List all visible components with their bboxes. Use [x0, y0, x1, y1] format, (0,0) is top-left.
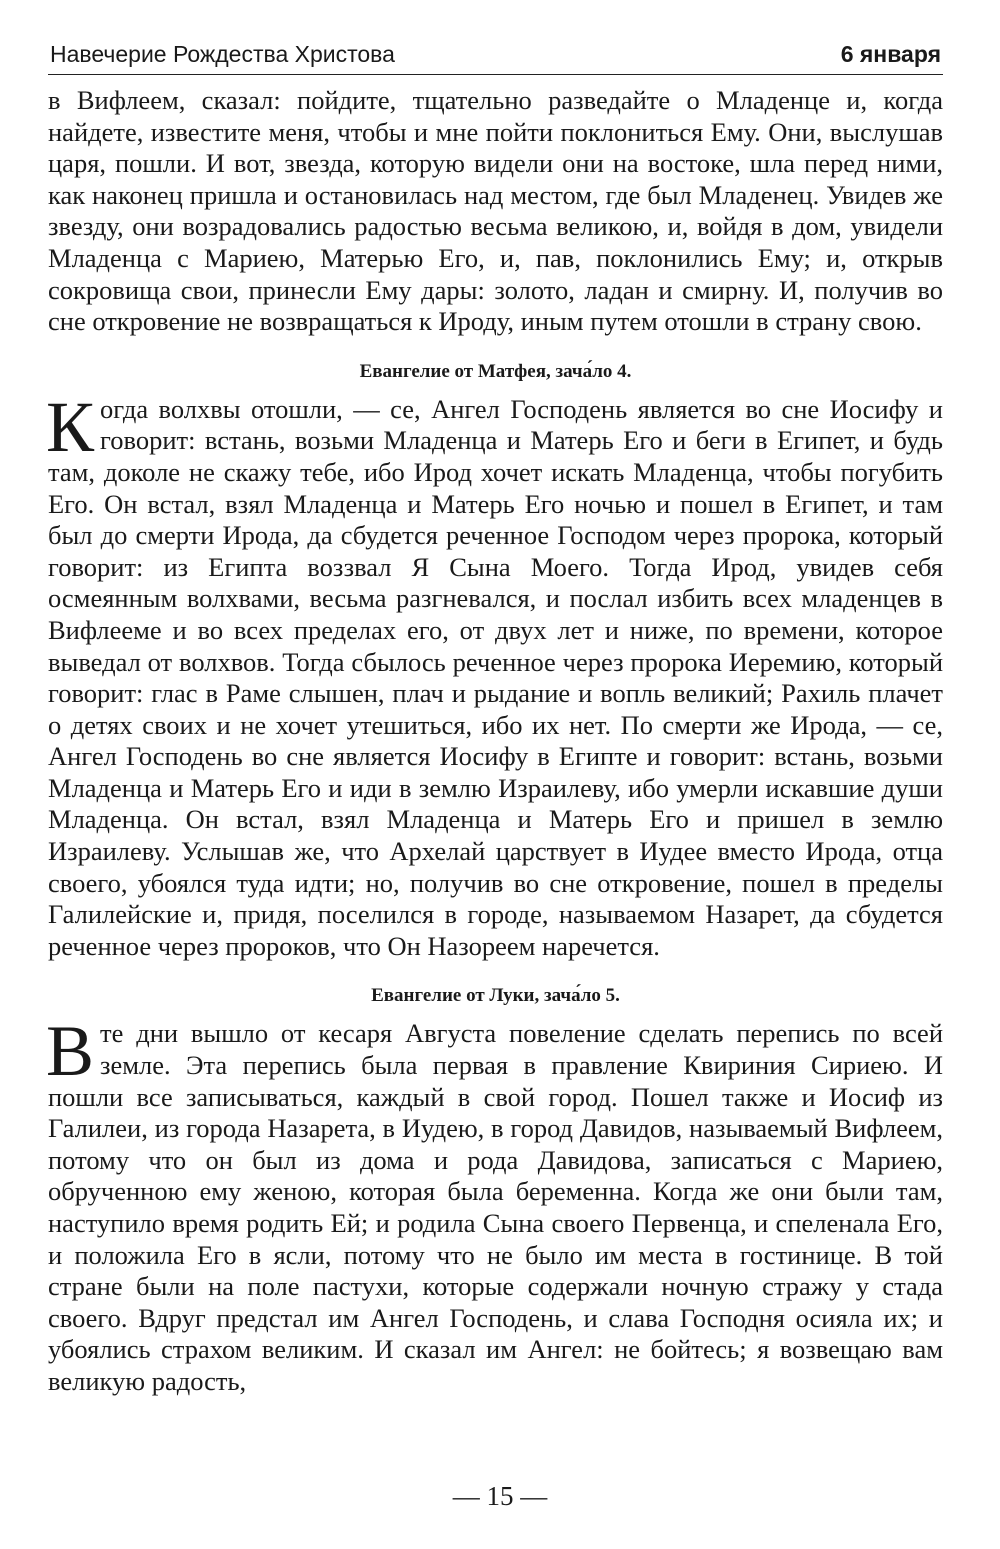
- section-paragraph: [46, 386, 943, 963]
- intro-paragraph: в Вифлеем, сказал: пойдите, тщательно разведайте о Младенце и, когда найдете, известите меня, чтобы и мне пойти поклониться Ему. Они, выслушав царя, пошли. И вот, звезда, которую видели они на востоке, шла перед ними, как наконец пришла и остановилась над местом, где был Младенец. Увидев же звезду, они возрадовались радостью весьма великою, и, войдя в дом, увидели Младенца с Мариею, Матерью Его, и, пав, поклонились Ему; и, открыв сокровища свои, принесли Ему дары: золото, ладан и смирну. И, получив во сне откровение не возвращаться к Ироду, иным путем отошли в страну свою.: [48, 85, 943, 337]
- section-luke: [48, 984, 943, 1397]
- header-title: Навечерие Рождества Христова: [50, 41, 395, 67]
- section-heading: Евангелие от Матфея, зача́ло 4.: [359, 360, 632, 382]
- section-text: огда волхвы отошли, — се, Ангел Господень является во сне Иосифу и говорит: встань, возьми Младенца и Матерь Его и беги в Египет, и будь там, доколе не скажу тебе, ибо Ирод хочет искать Младенца, чтобы погубить Его. Он встал, взял Младенца и Матерь Его ночью и пошел в Египет, и там был до смерти Ирода, да сбудется реченное Господом через пророка, который говорит: из Египта воззвал Я Сына Моего. Тогда Ирод, увидев себя осмеянным волхвами, весьма разгневался, и послал избить всех младенцев в Вифлееме и во всех пределах его, от двух лет и ниже, по времени, которое выведал от волхвов. Тогда сбылось реченное через пророка Иеремию, который говорит: глас в Раме слышен, плач и рыдание и вопль великий; Рахиль плачет о детях своих и не хочет утешиться, ибо их нет. По смерти же Ирода, — се, Ангел Господень во сне является Иосифу в Египте и говорит: встань, возьми Младенца и Матерь Его и иди в землю Израилеву, ибо умерли искавшие души Младенца. Он встал, взял Младенца и Матерь Его и пришел в землю Израилеву. Услышав же, что Архелай царствует в Иудее вместо Ирода, отца своего, убоялся туда идти; но, получив во сне откровение, пошел в пределы Галилейские и, придя, поселился в городе, называемом Назарет, да сбудется реченное через пророков, что Он Назореем наречется.: [48, 393, 943, 961]
- header-date: 6 января: [840, 41, 941, 67]
- page-number: — 15 —: [452, 1481, 548, 1511]
- drop-cap: К: [46, 386, 95, 467]
- section-heading: Евангелие от Луки, зача́ло 5.: [371, 985, 620, 1007]
- section-matthew: [48, 360, 943, 963]
- section-text: те дни вышло от кесаря Августа повеление сделать перепись по всей земле. Эта перепись была первая в правление Квириния Сириею. И пошли все записываться, каждый в свой город. Пошел также и Иосиф из Галилеи, из города Назарета, в Иудею, в город Давидов, называемый Вифлеем, потому что он был из дома и рода Давидова, записаться с Мариею, обрученною ему женою, которая была беременна. Когда же они были там, наступило время родить Ей; и родила Сына своего Первенца, и спеленала Его, и положила Его в ясли, потому что не было им места в гостинице. В той стране были на поле пастухи, которые содержали ночную стражу у стада своего. Вдруг предстал им Ангел Господень, и слава Господня осияла их; и убоялись страхом великим. И сказал им Ангел: не бойтесь; я возвещаю вам великую радость,: [48, 1018, 943, 1396]
- section-paragraph: [46, 1011, 943, 1397]
- drop-cap: В: [46, 1011, 95, 1092]
- book-page: [48, 40, 943, 1398]
- running-header: [48, 40, 943, 75]
